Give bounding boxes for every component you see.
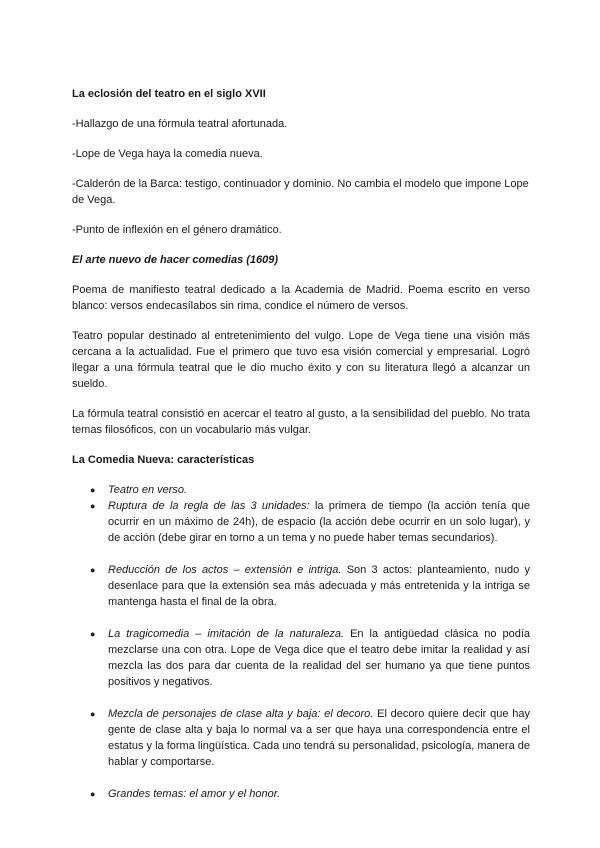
list-item — [90, 562, 530, 610]
section-heading: La Comedia Nueva: características — [72, 454, 255, 466]
paragraph-1: Poema de manifiesto teatral dedicado a la Academia de Madrid. Poema escrito en verso blanco: versos endecasílabos sin rima, condice el número de versos. — [72, 284, 530, 312]
list-item — [90, 626, 530, 690]
list-item — [90, 706, 530, 770]
list-item-lead: Reducción de los actos – extensión e intriga. — [108, 564, 342, 576]
list-item — [90, 786, 530, 802]
list-item-text: El decoro quiere decir que hay gente de clase alta y baja lo normal va a ser que haya una correspondencia entre el estatus y la forma lingüística. Cada uno tendrá su personalidad, psicología, manera de hablar y comportarse. — [108, 708, 531, 768]
bullet-icon: ● — [90, 565, 96, 575]
list-item-lead: Ruptura de la regla de las 3 unidades: — [108, 500, 310, 512]
list-item-text: la primera de tiempo (la acción tenía que ocurrir en un máximo de 24h), de espacio (la acción debe ocurrir en un solo lugar), y de acción (debe girar en torno a un tema y no puede haber temas secundarios). — [108, 500, 531, 544]
document-title: La eclosión del teatro en el siglo XVII — [72, 88, 266, 100]
point-2: -Lope de Vega haya la comedia nueva. — [72, 148, 263, 160]
section-subtitle: El arte nuevo de hacer comedias (1609) — [72, 254, 279, 266]
list-item-text: En la antigüedad clásica no podía mezclarse una con otra. Lope de Vega dice que el teatro debe imitar la realidad y así mezcla las dos para dar cuenta de la realidad del ser humano ya que tiene puntos positivos y negativos. — [108, 628, 531, 688]
paragraph-2: Teatro popular destinado al entretenimiento del vulgo. Lope de Vega tiene una visión más cercana a la actualidad. Fue el primero que tuvo esa visión comercial y empresarial. Logró llegar a una fórmula teatral que le dio mucho éxito y con su literatura llegó a alcanzar un sueldo. — [72, 330, 530, 390]
list-item-lead: Teatro en verso. — [108, 484, 188, 496]
bullet-icon: ● — [90, 501, 96, 511]
characteristics-list — [72, 482, 530, 802]
list-item-text: Son 3 actos: planteamiento, nudo y desenlace para que la extensión sea más adecuada y más entretenida y la intriga se mantenga hasta el final de la obra. — [108, 564, 530, 608]
document-page — [72, 86, 530, 802]
bullet-icon: ● — [90, 789, 96, 799]
list-item-lead: Grandes temas: el amor y el honor. — [108, 788, 281, 800]
point-1: -Hallazgo de una fórmula teatral afortunada. — [72, 118, 288, 130]
point-4: -Punto de inflexión en el género dramático. — [72, 224, 282, 236]
list-item-lead: Mezcla de personajes de clase alta y baja: el decoro. — [108, 708, 374, 720]
list-item — [90, 482, 530, 498]
bullet-icon: ● — [90, 629, 96, 639]
paragraph-3: La fórmula teatral consistió en acercar el teatro al gusto, a la sensibilidad del pueblo. No trata temas filosóficos, con un vocabulario más vulgar. — [72, 408, 530, 436]
bullet-icon: ● — [90, 709, 96, 719]
point-3: -Calderón de la Barca: testigo, continuador y dominio. No cambia el modelo que impone Lope de Vega. — [72, 178, 529, 206]
bullet-icon: ● — [90, 485, 96, 495]
list-item-lead: La tragicomedia – imitación de la naturaleza. — [108, 628, 345, 640]
list-item — [90, 498, 530, 546]
